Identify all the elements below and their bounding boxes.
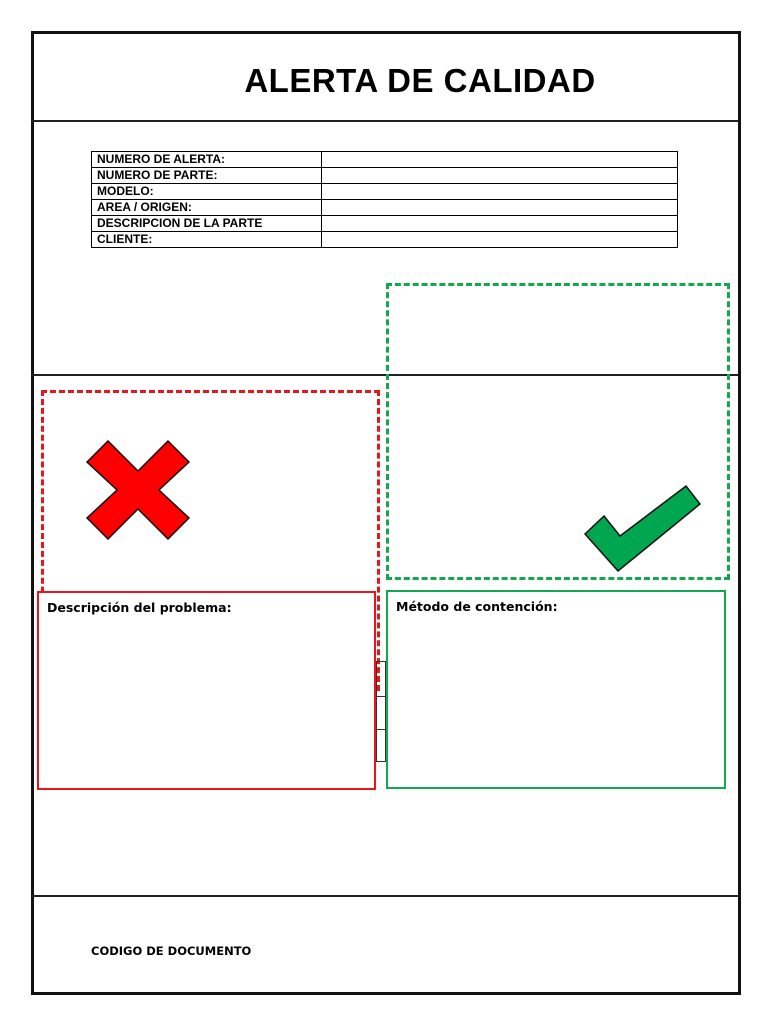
part-description-field[interactable]	[322, 216, 678, 232]
area-origin-field[interactable]	[322, 200, 678, 216]
model-field[interactable]	[322, 184, 678, 200]
area-origin-label: AREA / ORIGEN:	[92, 200, 322, 216]
problem-description-box[interactable]	[37, 591, 376, 790]
table-row	[92, 216, 678, 232]
footer-divider	[31, 895, 738, 897]
info-table	[91, 151, 678, 248]
customer-label: CLIENTE:	[92, 232, 322, 248]
customer-field[interactable]	[322, 232, 678, 248]
part-number-label: NUMERO DE PARTE:	[92, 168, 322, 184]
checkmark-icon	[584, 484, 702, 574]
table-row	[92, 200, 678, 216]
connector	[376, 696, 386, 730]
problem-description-label: Descripción del problema:	[47, 600, 232, 615]
connector	[376, 661, 386, 697]
page-title: ALERTA DE CALIDAD	[244, 62, 596, 99]
alert-number-field[interactable]	[322, 152, 678, 168]
header-divider	[31, 120, 738, 122]
table-row	[92, 232, 678, 248]
part-description-label: DESCRIPCION DE LA PARTE	[92, 216, 322, 232]
containment-method-label: Método de contención:	[396, 599, 558, 614]
table-row	[92, 152, 678, 168]
part-number-field[interactable]	[322, 168, 678, 184]
connector	[376, 729, 386, 762]
containment-method-box[interactable]	[386, 590, 726, 789]
document-code-label: CODIGO DE DOCUMENTO	[91, 944, 252, 958]
model-label: MODELO:	[92, 184, 322, 200]
x-mark-icon	[86, 440, 190, 540]
table-row	[92, 168, 678, 184]
table-row	[92, 184, 678, 200]
alert-number-label: NUMERO DE ALERTA:	[92, 152, 322, 168]
